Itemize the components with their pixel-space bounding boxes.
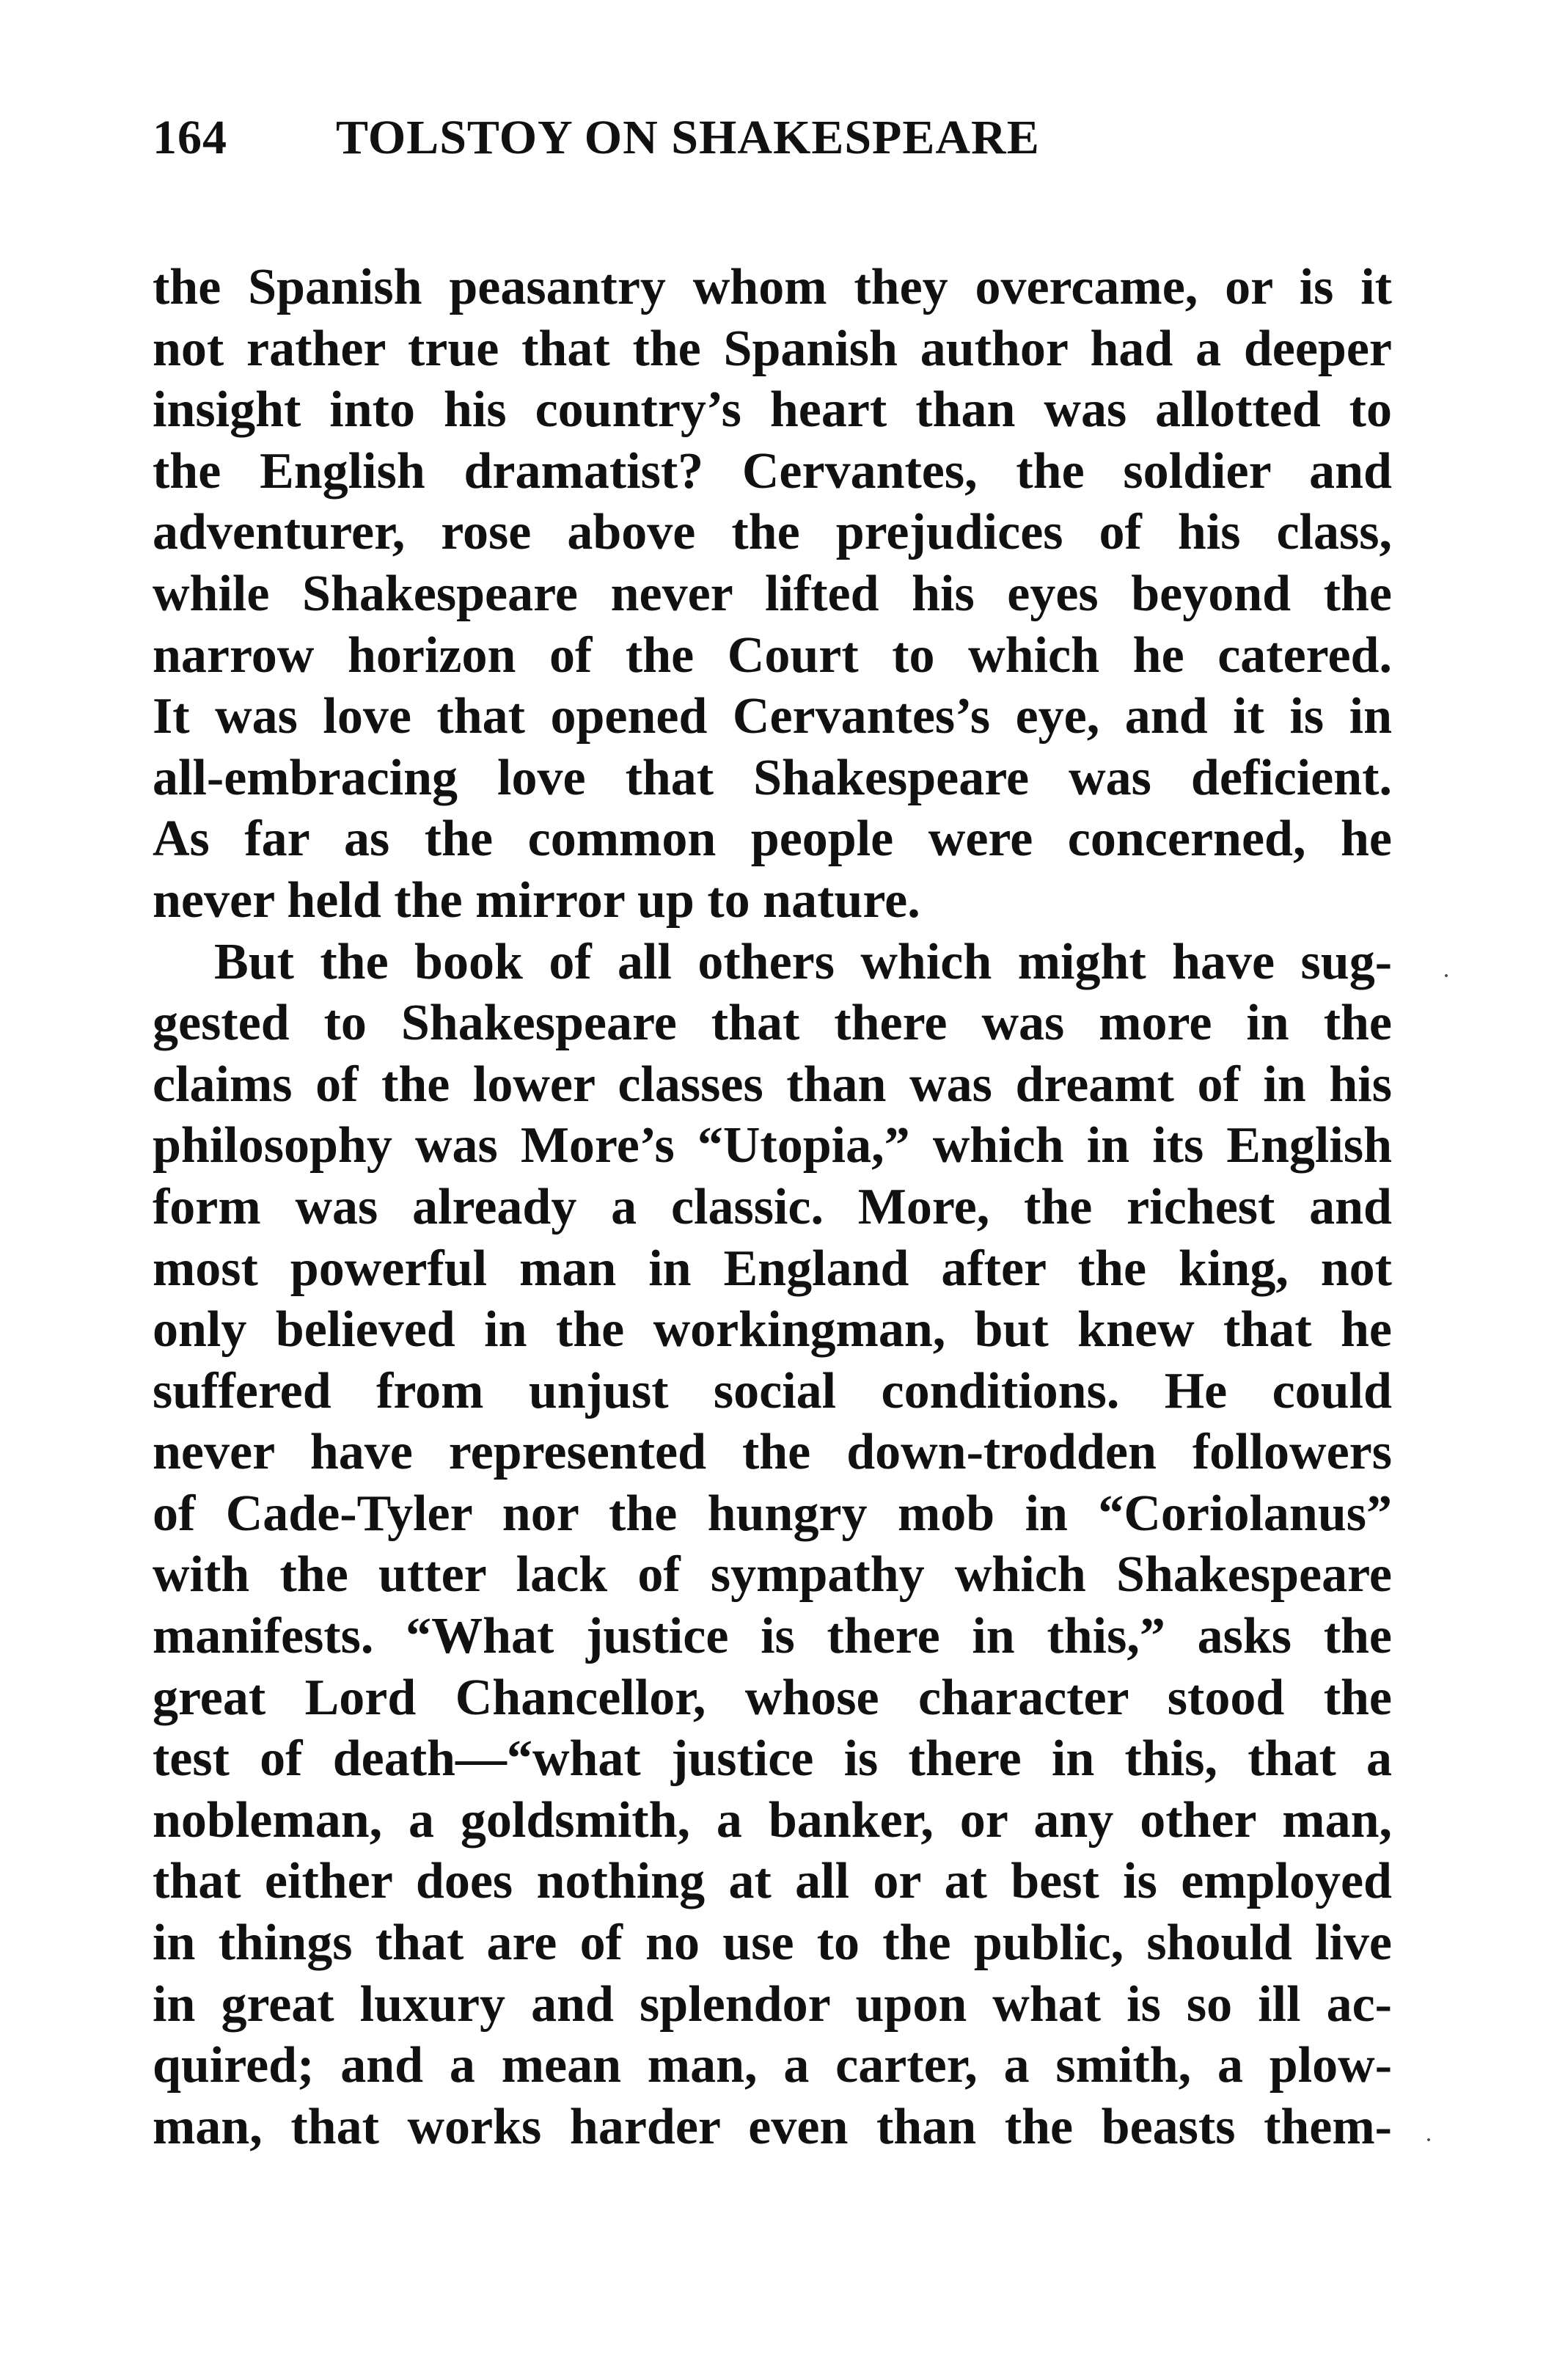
text-line: As far as the common people were concerned, he: [153, 811, 1392, 868]
text-line: It was love that opened Cervantes’s eye, and it is in: [153, 688, 1392, 745]
text-line: insight into his country’s heart than was allotted to: [153, 381, 1392, 439]
print-speck: ·: [1426, 2131, 1432, 2150]
text-line: while Shakespeare never lifted his eyes beyond the: [153, 565, 1392, 622]
text-line: suffered from unjust social conditions. He could: [153, 1362, 1392, 1419]
body-text: [153, 257, 1392, 2157]
paragraph-1: [153, 257, 1392, 932]
text-line: narrow horizon of the Court to which he catered.: [153, 626, 1392, 684]
running-head: [153, 110, 1399, 191]
text-line: adventurer, rose above the prejudices of his class,: [153, 504, 1392, 561]
text-line: great Lord Chancellor, whose character stood the: [153, 1669, 1392, 1726]
text-line: most powerful man in England after the king, not: [153, 1240, 1392, 1297]
text-line: that either does nothing at all or at best is employed: [153, 1853, 1392, 1910]
paragraph-2: [153, 932, 1392, 2158]
text-line: claims of the lower classes than was dreamt of in his: [153, 1056, 1392, 1113]
text-line: form was already a classic. More, the richest and: [153, 1178, 1392, 1235]
text-line: never held the mirror up to nature.: [153, 871, 920, 929]
text-line: manifests. “What justice is there in this,” asks the: [153, 1608, 1392, 1665]
text-line: the English dramatist? Cervantes, the soldier and: [153, 442, 1392, 500]
text-line: the Spanish peasantry whom they overcame, or is it: [153, 259, 1392, 315]
text-line: philosophy was More’s “Utopia,” which in its English: [153, 1117, 1392, 1174]
page-number: 164: [153, 111, 227, 164]
running-title: TOLSTOY ON SHAKESPEARE: [336, 111, 1040, 164]
text-line: of Cade-Tyler nor the hungry mob in “Coriolanus”: [153, 1485, 1392, 1542]
text-line: in things that are of no use to the public, should live: [153, 1915, 1392, 1972]
text-line: man, that works harder even than the beasts them-: [153, 2098, 1392, 2155]
print-speck: ·: [1443, 967, 1450, 986]
text-line: with the utter lack of sympathy which Shakespeare: [153, 1546, 1392, 1604]
text-line: quired; and a mean man, a carter, a smith, a plow-: [153, 2037, 1392, 2094]
text-line: only believed in the workingman, but knew that he: [153, 1301, 1392, 1359]
text-line: all-embracing love that Shakespeare was deficient.: [153, 749, 1392, 806]
text-line: never have represented the down-trodden followers: [153, 1424, 1392, 1481]
text-line: not rather true that the Spanish author had a deeper: [153, 320, 1392, 377]
text-line: test of death—“what justice is there in this, that a: [153, 1730, 1392, 1788]
text-line: in great luxury and splendor upon what is so ill ac-: [153, 1975, 1392, 2033]
text-line: But the book of all others which might have sug-: [214, 933, 1392, 990]
text-line: nobleman, a goldsmith, a banker, or any other man,: [153, 1791, 1392, 1849]
text-line: gested to Shakespeare that there was more in the: [153, 995, 1392, 1052]
